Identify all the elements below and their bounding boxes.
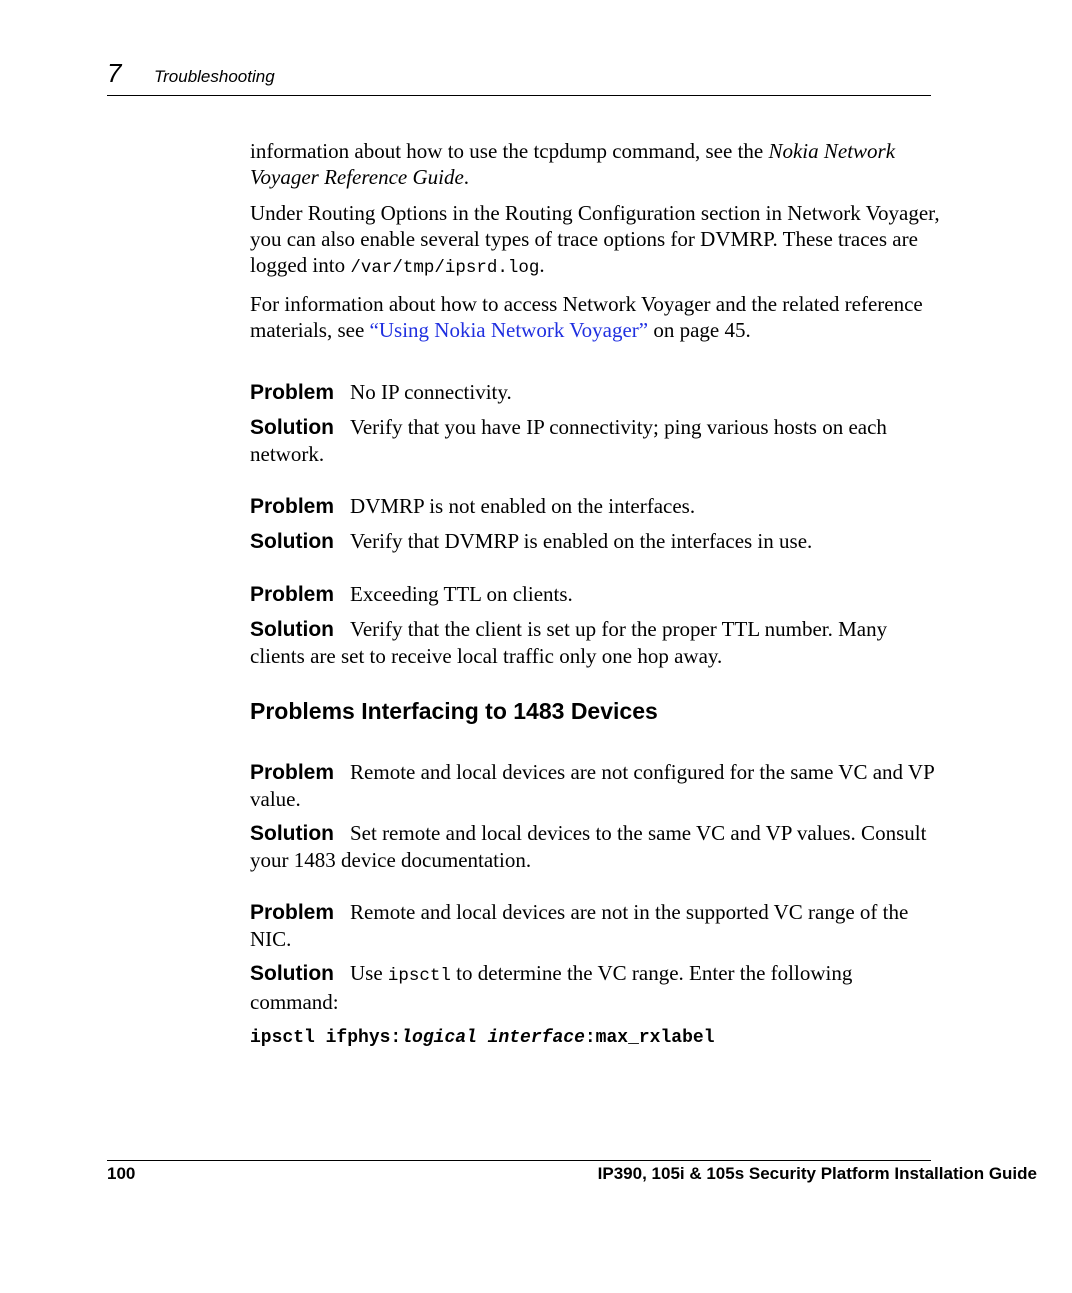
- solution-entry: [250, 528, 940, 555]
- voyager-link[interactable]: “Using Nokia Network Voyager”: [369, 318, 649, 342]
- header-rule: [107, 95, 931, 96]
- problem-label: Problem: [250, 761, 335, 784]
- solution-entry: Solution Use ipsctl to determine the VC range. Enter the following command:: [250, 961, 853, 1014]
- intro-paragraph-1: information about how to use the tcpdump command, see the Nokia Network Voyager Reference Guide.: [250, 139, 896, 189]
- problem-entry: [250, 581, 940, 608]
- problem-text: Remote and local devices are not in the supported VC range of the NIC.: [250, 900, 909, 951]
- problem-text: Exceeding TTL on clients.: [350, 582, 573, 606]
- problem-label: Problem: [250, 495, 335, 518]
- solution-label: Solution: [250, 618, 334, 641]
- guide-title: IP390, 105i & 105s Security Platform Installation Guide: [597, 1164, 1037, 1183]
- intro-paragraph-2: Under Routing Options in the Routing Configuration section in Network Voyager, you can also enable several types of trace options for DVMRP. These traces are logged into /var/tmp/ipsrd.log.: [250, 201, 940, 278]
- problem-label: Problem: [250, 901, 335, 924]
- solution-entry: [250, 414, 940, 467]
- problem-text: No IP connectivity.: [350, 380, 512, 404]
- problem-entry: [250, 379, 940, 406]
- reference-guide-title: Nokia Network Voyager Reference Guide: [250, 139, 896, 189]
- solution-label: Solution: [250, 530, 334, 553]
- ipsctl-code: ipsctl: [387, 966, 451, 986]
- solution-label: Solution: [250, 962, 334, 985]
- problem-entry: [250, 759, 940, 812]
- page-number: 100: [107, 1164, 136, 1183]
- body-content: [250, 138, 940, 1051]
- problem-entry: [250, 899, 940, 952]
- section-heading: Problems Interfacing to 1483 Devices: [250, 698, 658, 724]
- solution-label: Solution: [250, 822, 334, 845]
- solution-label: Solution: [250, 416, 334, 439]
- problem-label: Problem: [250, 583, 335, 606]
- solution-text: Verify that you have IP connectivity; ping various hosts on each network.: [250, 415, 887, 466]
- solution-text: Verify that DVMRP is enabled on the interfaces in use.: [349, 529, 813, 553]
- solution-entry: [250, 820, 940, 873]
- problem-entry: [250, 493, 940, 520]
- command-line: ipsctl ifphys:logical interface:max_rxlabel: [250, 1028, 715, 1048]
- command-placeholder: logical interface: [401, 1028, 585, 1048]
- chapter-number: 7: [107, 58, 122, 88]
- problem-text: DVMRP is not enabled on the interfaces.: [350, 494, 696, 518]
- chapter-title: Troubleshooting: [154, 67, 275, 86]
- log-path: /var/tmp/ipsrd.log: [350, 258, 540, 278]
- solution-text: Verify that the client is set up for the proper TTL number. Many clients are set to receive local traffic only one hop away.: [250, 617, 888, 668]
- intro-paragraph-3: For information about how to access Network Voyager and the related reference materials, see “Using Nokia Network Voyager” on page 45.: [250, 292, 923, 342]
- solution-text: Set remote and local devices to the same VC and VP values. Consult your 1483 device documentation.: [250, 821, 927, 872]
- solution-entry: [250, 616, 940, 669]
- footer-rule: [107, 1160, 931, 1161]
- problem-text: Remote and local devices are not configured for the same VC and VP value.: [250, 760, 934, 811]
- problem-label: Problem: [250, 381, 335, 404]
